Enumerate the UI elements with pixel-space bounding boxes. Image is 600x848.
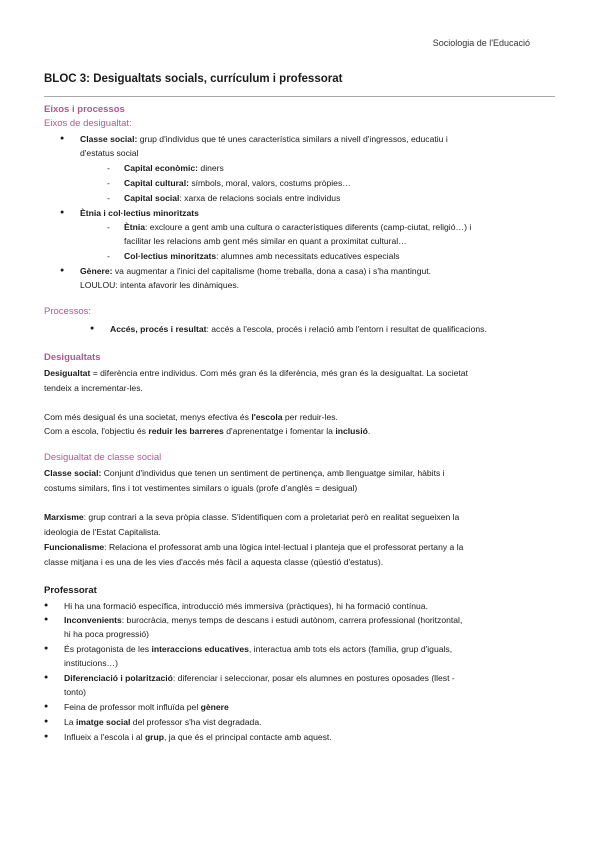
dash-capital-cultural: - Capital cultural: símbols, moral, valors, costums pròpies… xyxy=(124,177,351,189)
paragraph-marxisme: Marxisme: grup contrari a la seva pròpia classe. S'identifiquen com a proletariat però en realitat segueixen la ideologia de l'Estat Capitalista. xyxy=(44,512,460,537)
bullet-grup: ● Influeix a l'escola i al grup, ja que és el principal contacte amb aquest. xyxy=(64,731,332,743)
dash-capital-economic: - Capital econòmic: diners xyxy=(124,162,224,174)
page-title: BLOC 3: Desigualtats socials, currículum i professorat xyxy=(44,73,343,85)
bullet-interaccions: ● És protagonista de les interaccions educatives, interactua amb tots els actors (família, grup d'iguals, xyxy=(64,643,452,655)
paragraph-classe-social: Classe social: Conjunt d'individus que tenen un sentiment de pertinença, amb llenguatge similar, hàbits i costums similars, fins i tot vestimentes similars o iguals (profe d'anglès = desigual) xyxy=(44,468,445,493)
paragraph-funcionalisme: Funcionalisme: Relaciona el professorat amb una lògica intel·lectual i planteja que el professorat pertany a la classe mitjana i es una de les vies d'accés més fàcil a aquesta classe (qüestió d'estatus). xyxy=(44,542,464,567)
bullet-inconvenients: ● Inconvenients: burocràcia, menys temps de descans i estudi autònom, carrera professional (horitzontal, xyxy=(64,614,462,626)
section-processos: Processos: xyxy=(44,306,91,317)
title-divider xyxy=(44,96,555,97)
subsection-eixos-desigualtat: Eixos de desigualtat: xyxy=(44,118,132,129)
bullet-interaccions-cont: institucions…) xyxy=(64,658,118,668)
section-desigualtat-classe: Desigualtat de classe social xyxy=(44,452,162,463)
page-header: Sociologia de l'Educació xyxy=(432,38,530,48)
section-professorat: Professorat xyxy=(44,585,97,596)
bullet-genere-prof: ● Feina de professor molt influïda pel gènere xyxy=(64,701,229,713)
bullet-acces-proces: ● Accés, procés i resultat: accés a l'escola, procés i relació amb l'entorn i resultat de qualificacions. xyxy=(110,323,487,335)
loulou-note: LOULOU: intenta afavorir les dinàmiques. xyxy=(80,280,240,290)
dash-etnia: - Ètnia: excloure a gent amb una cultura o característiques diferents (camp-ciutat, religió…) i xyxy=(124,221,471,233)
bullet-genere: ● Gènere: va augmentar a l'inici del capitalisme (home treballa, dona a casa) i s'ha mantingut. xyxy=(80,265,431,277)
bullet-imatge-social: ● La imatge social del professor s'ha vist degradada. xyxy=(64,716,262,728)
section-desigualtats: Desigualtats xyxy=(44,352,101,363)
paragraph-desigualtat: Desigualtat = diferència entre individus. Com més gran és la diferència, més gran és la desigualtat. La societat tendeix a incrementar-les. xyxy=(44,368,468,393)
bullet-classe-social-cont: d'estatus social xyxy=(80,148,139,158)
bullet-formacio: ● Hi ha una formació específica, introducció més immersiva (pràctiques), hi ha formació contínua. xyxy=(64,600,428,612)
bullet-diferenciacio-cont: tonto) xyxy=(64,687,86,697)
bullet-diferenciacio: ● Diferenciació i polarització: diferenciar i seleccionar, posar els alumnes en postures oposades (llest - xyxy=(64,672,455,684)
paragraph-societat-desigual: Com més desigual és una societat, menys efectiva és l'escola per reduir-les. xyxy=(44,412,338,422)
bullet-etnia: ● Ètnia i col·lectius minoritzats xyxy=(80,207,199,219)
section-eixos-processos: Eixos i processos xyxy=(44,104,125,115)
dash-collectius: - Col·lectius minoritzats: alumnes amb necessitats educatives especials xyxy=(124,250,400,262)
paragraph-objectiu-escola: Com a escola, l'objectiu és reduir les barreres d'aprenentatge i fomentar la inclusió. xyxy=(44,426,371,436)
dash-etnia-cont: facilitar les relacions amb gent més similar en quant a proximitat cultural… xyxy=(124,236,407,246)
bullet-classe-social: ● Classe social: grup d'individus que té unes característica similars a nivell d'ingressos, educatiu i xyxy=(80,133,558,145)
bullet-inconvenients-cont: hi ha poca progressió) xyxy=(64,629,150,639)
dash-capital-social: - Capital social: xarxa de relacions socials entre individus xyxy=(124,192,340,204)
